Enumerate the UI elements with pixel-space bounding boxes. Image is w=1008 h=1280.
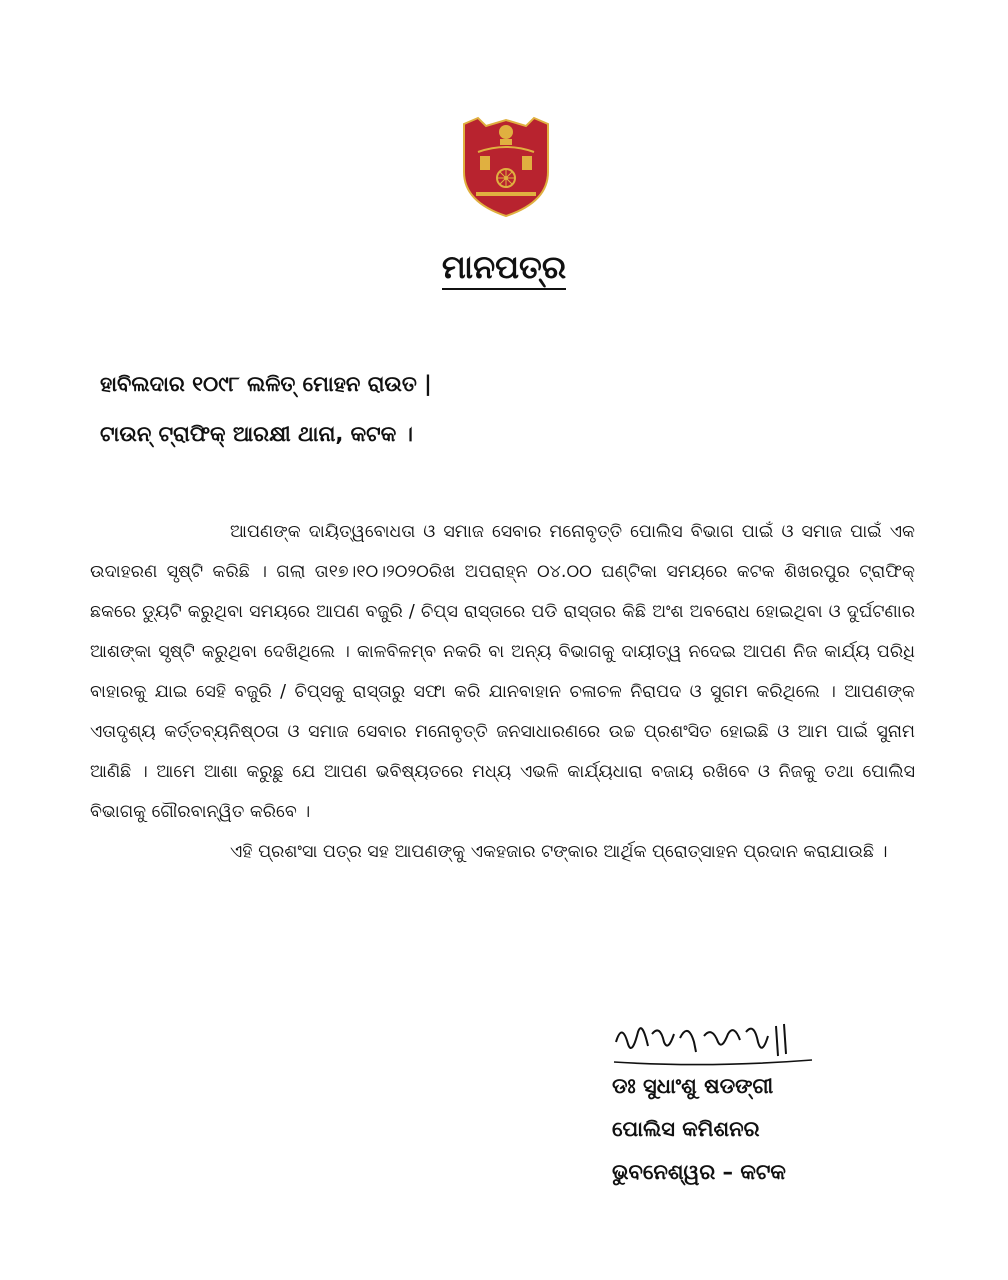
handwritten-signature bbox=[608, 1012, 818, 1074]
recipient-line-2: ଟାଉନ୍ ଟ୍ରାଫିକ୍ ଆରକ୍ଷୀ ଥାନା, କଟକ । bbox=[100, 422, 413, 446]
recipient-line-1: ହାବିଲଦାର ୧୦୯୮ ଲଳିତ୍ ମୋହନ ରାଉତ | bbox=[100, 372, 432, 396]
letter-body bbox=[90, 512, 915, 872]
signatory-location: ଭୁବନେଶ୍ୱର – କଟକ bbox=[612, 1160, 786, 1184]
signatory-name: ଡଃ ସୁଧାଂଶୁ ଷଡଙ୍ଗୀ bbox=[612, 1074, 774, 1098]
police-emblem-icon bbox=[456, 112, 556, 220]
body-paragraph-2: ଏହି ପ୍ରଶଂସା ପତ୍ର ସହ ଆପଣଙ୍କୁ ଏକହଜାର ଟଙ୍କାର ଆର୍ଥିକ ପ୍ରୋତ୍ସାହନ ପ୍ରଦାନ କରାଯାଉଛି । bbox=[230, 842, 888, 862]
document-title: ମାନପତ୍ର bbox=[0, 248, 1008, 287]
signatory-designation: ପୋଲିସ କମିଶନର bbox=[612, 1117, 760, 1141]
body-paragraph-1: ଆପଣଙ୍କ ଦାୟିତ୍ୱବୋଧତା ଓ ସମାଜ ସେବାର ମନୋବୃତ୍ତି ପୋଲିସ ବିଭାଗ ପାଇଁ ଓ ସମାଜ ପାଇଁ ଏକ ଉଦାହରଣ ସୃଷ୍ଟି କରିଛି । ଗଲା ତା୧୭।୧୦।୨୦୨୦ରିଖ ଅପରାହ୍ନ ୦୪.୦୦ ଘଣ୍ଟିକା ସମୟରେ କଟକ ଶିଖରପୁର ଟ୍ରାଫିକ୍ ଛକରେ ଡ୍ୟୁଟି କରୁଥିବା ସମୟରେ ଆପଣ ବଜୁରି / ଚିପ୍ସ ରାସ୍ତାରେ ପଡି ରାସ୍ତାର କିଛି ଅଂଶ ଅବରୋଧ ହୋଇଥିବା ଓ ଦୁର୍ଘଟଣାର ଆଶଙ୍କା ସୃଷ୍ଟି କରୁଥିବା ଦେଖିଥିଲେ । କାଳବିଳମ୍ବ ନକରି ବା ଅନ୍ୟ ବିଭାଗକୁ ଦାୟୀତ୍ୱ ନଦେଇ ଆପଣ ନିଜ କାର୍ଯ୍ୟ ପରିଧି ବାହାରକୁ ଯାଇ ସେହି ବଜୁରି / ଚିପ୍ସକୁ ରାସ୍ତାରୁ ସଫା କରି ଯାନବାହାନ ଚଳାଚଳ ନିରାପଦ ଓ ସୁଗମ କରିଥିଲେ । ଆପଣଙ୍କ ଏତାଦୃଶ୍ୟ କର୍ତ୍ତବ୍ୟନିଷ୍ଠତା ଓ ସମାଜ ସେବାର ମନୋବୃତ୍ତି ଜନସାଧାରଣରେ ଉଚ୍ଚ ପ୍ରଶଂସିତ ହୋଇଛି ଓ ଆମ ପାଇଁ ସୁନାମ ଆଣିଛି । ଆମେ ଆଶା କରୁଛୁ ଯେ ଆପଣ ଭବିଷ୍ୟତରେ ମଧ୍ୟ ଏଭଳି କାର୍ଯ୍ୟଧାରା ବଜାୟ ରଖିବେ ଓ ନିଜକୁ ତଥା ପୋଲିସ ବିଭାଗକୁ ଗୌରବାନ୍ୱିତ କରିବେ । bbox=[90, 522, 915, 822]
